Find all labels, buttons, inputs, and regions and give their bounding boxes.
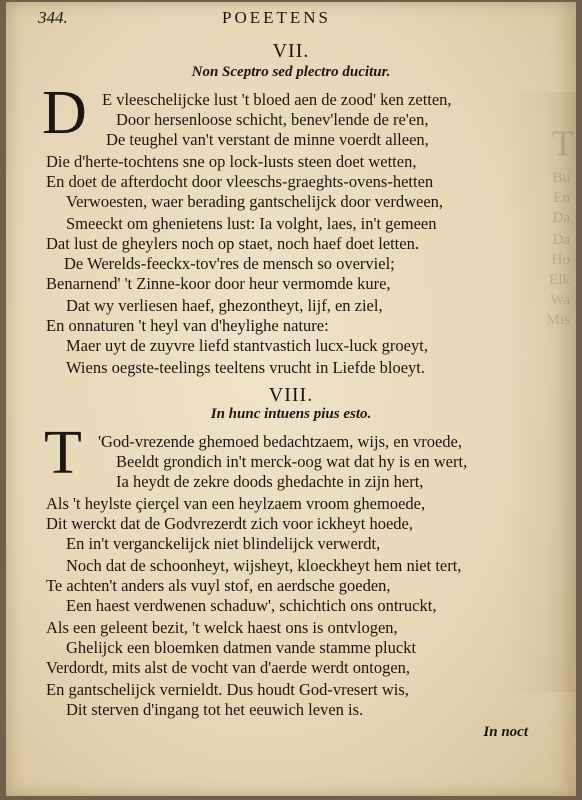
verse-line: Dit sterven d'ingang tot het eeuwich leven is. [66, 700, 364, 719]
verse-line: En doet de afterdocht door vleeschs-graeghts-ovens-hetten [46, 172, 434, 191]
bleed-through-text: En [553, 190, 570, 206]
bleed-through-text: Wa [550, 292, 570, 308]
catchword: In noct [483, 724, 528, 740]
verse-line: Te achten't anders als vuyl stof, en aerdsche goeden, [46, 576, 391, 595]
section-motto: Non Sceptro sed plectro ducitur. [191, 64, 391, 80]
verse-line: De Werelds-feeckx-tov'res de mensch so overviel; [64, 254, 395, 273]
verse-line: Als een geleent bezit, 't welck haest ons is ontvlogen, [46, 618, 398, 637]
verse-line: Door hersenloose schicht, benev'lende de re'en, [116, 110, 429, 129]
verse-line: De teughel van't verstant de minne voerdt alleen, [106, 130, 429, 149]
verse-line: En gantschelijck vernieldt. Dus houdt God-vresert wis, [46, 680, 409, 699]
verse-line: Beeldt grondich in't merck-oog wat dat hy is en wert, [116, 452, 468, 471]
bleed-through-text: Mis [546, 312, 570, 328]
section-motto: In hunc intuens pius esto. [210, 406, 372, 422]
bleed-through-text: Da [552, 232, 570, 248]
verse-line: En onnaturen 't heyl van d'heylighe nature: [46, 316, 329, 335]
verse-line: Als 't heylste çierçel van een heylzaem vroom ghemoede, [46, 494, 426, 513]
bleed-through-text: T [552, 123, 574, 163]
verse-line: Smeeckt om ghenietens lust: Ia volght, laes, in't gemeen [66, 214, 437, 233]
section-numeral: VII. [272, 40, 310, 62]
verse-line: Maer uyt de zuyvre liefd stantvastich lucx-luck groeyt, [66, 336, 428, 355]
verse-line: Dat wy verliesen haef, ghezontheyt, lijf, en ziel, [66, 296, 383, 315]
verse-line: Benarnend' 't Zinne-koor door heur vermomde kure, [46, 274, 391, 293]
drop-cap: D [42, 79, 87, 147]
verse-line: Wiens oegste-teelings teeltens vrucht in Liefde bloeyt. [66, 358, 426, 377]
verse-line: Ghelijck een bloemken datmen vande stamme pluckt [66, 638, 417, 657]
running-title: POEETENS [222, 8, 331, 27]
verse-line: Een haest verdwenen schaduw', schichtich ons ontruckt, [66, 596, 437, 615]
verse-line: E vleeschelijcke lust 't bloed aen de zood' ken zetten, [102, 90, 452, 109]
bleed-through-text: Elk [549, 272, 570, 288]
verse-line: Verwoesten, waer berading gantschelijck door verdween, [66, 192, 444, 211]
verse-line: Noch dat de schoonheyt, wijsheyt, kloeckheyt hem niet tert, [66, 556, 462, 575]
page-number: 344. [38, 8, 68, 27]
verse-line: Verdordt, mits alst de vocht van d'aerde werdt ontogen, [46, 658, 411, 677]
bleed-through-text: Da [552, 210, 570, 226]
page-header [6, 6, 576, 30]
drop-cap: T [44, 419, 82, 487]
verse-line: Ia heydt de zekre doods ghedachte in zijn hert, [116, 472, 424, 491]
bleed-through-text: Bu [552, 170, 570, 186]
verse-line: Dat lust de gheylers noch op staet, noch haef doet letten. [46, 234, 419, 253]
bleed-through-text: Ho [551, 252, 570, 268]
book-page [6, 2, 576, 796]
verse-line: Die d'herte-tochtens sne op lock-lusts steen doet wetten, [46, 152, 417, 171]
verse-line: En in't verganckelijck niet blindelijck verwerdt, [66, 534, 381, 553]
section-numeral: VIII. [268, 384, 314, 406]
verse-line: 'God-vrezende ghemoed bedachtzaem, wijs, en vroede, [98, 432, 462, 451]
verse-line: Dit werckt dat de Godvrezerdt zich voor ickheyt hoede, [46, 514, 413, 533]
